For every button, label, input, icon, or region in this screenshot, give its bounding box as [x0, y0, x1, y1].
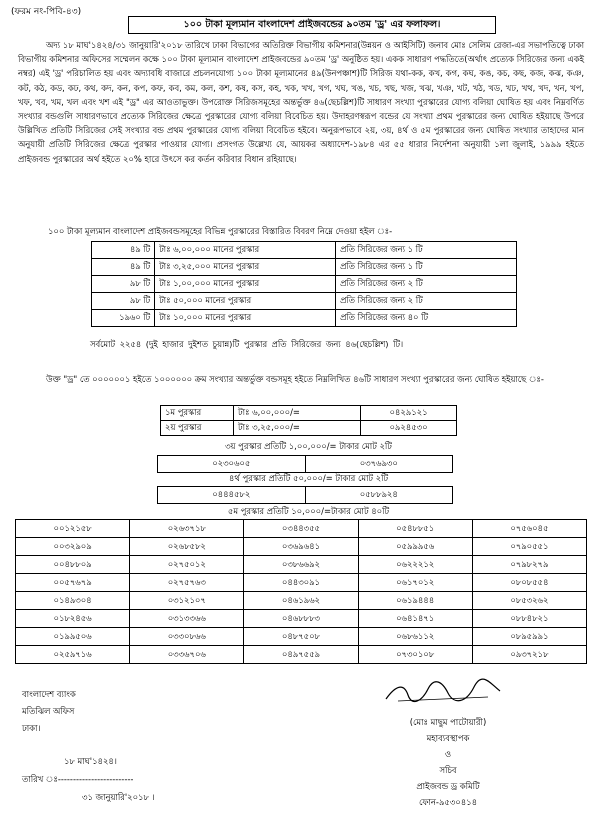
- signer-name: (মোঃ মাছুম পাটোয়ারী): [409, 717, 487, 727]
- prize-summary-row: [92, 242, 517, 259]
- fourth-prize-number: ০৫৮৮৯২৪: [305, 487, 453, 504]
- third-prize-number: ০২৩০৬০৫: [158, 456, 306, 473]
- signer-committee: প্রাইজবন্ড ড্র কমিটি: [416, 781, 480, 791]
- fifth-prize-row: [16, 574, 587, 592]
- winners-intro-paragraph: উক্ত "ড্র" তে ০০০০০০১ হইতে ১০০০০০০ ক্রম সংখ্যার অন্তর্ভুক্ত বন্ডসমূহ হইতে নিম্নলিখিত ৪৬টি সাধারণ সংখ্যা পুরস্কারের জন্য ঘোষিত হইয়াছে ঃ-: [46, 374, 544, 384]
- prize-per-series-cell: প্রতি সিরিজের জন্য ৪০ টি: [336, 310, 517, 327]
- fifth-prize-number: ০৬২২২১২: [358, 556, 472, 574]
- prize-summary-row: [92, 259, 517, 276]
- form-number: (ফরম নং-পিবি-৪৩): [11, 7, 82, 17]
- office-address: [22, 686, 76, 737]
- second-prize-number: ০৯২৪৫৩০: [361, 421, 457, 436]
- fifth-prize-number: ০৪৬৮৮৮৩: [244, 610, 358, 628]
- fifth-prize-number: ০৭৫৬০৪৫: [472, 520, 586, 538]
- prize-count-cell: ৪৯ টি: [92, 259, 155, 276]
- prize-amount-cell: টাঃ ৬,০০,০০০ মানের পুরস্কার: [155, 242, 336, 259]
- fifth-prize-number: ০৭৯০৫৫১: [472, 538, 586, 556]
- fifth-prize-number: ০৯৩৭২১৮: [472, 646, 586, 664]
- second-prize-row: [161, 421, 457, 436]
- fifth-prize-number: ০৬৪১৪৭১: [358, 610, 472, 628]
- fifth-prize-number: ০৪৮৭৫০৮: [244, 628, 358, 646]
- prize-summary-row: [92, 293, 517, 310]
- fifth-prize-number: ০৩৩৬৭০৬: [130, 646, 244, 664]
- fifth-prize-number: ০১৪৯৩০৪: [16, 592, 130, 610]
- prize-amount-cell: টাঃ ৫০,০০০ মানের পুরস্কার: [155, 293, 336, 310]
- second-prize-label: ২য় পুরস্কার: [161, 421, 234, 436]
- total-prizes-line: সর্বমোট ২২৫৪ (দুই হাজার দুইশত চুয়ান্ন)টি পুরস্কার প্রতি সিরিজের জন্য ৪৬(ছেচল্লিশ) টি।: [90, 339, 404, 349]
- fifth-prize-row: [16, 628, 587, 646]
- prize-amount-cell: টাঃ ১,০০,০০০ মানের পুরস্কার: [155, 276, 336, 293]
- fifth-prize-number: ০৩১২১০৭: [130, 592, 244, 610]
- fourth-prize-caption: ৪র্থ পুরস্কার প্রতিটি ৫০,০০০/= টাকার মোট ২টি: [228, 473, 389, 483]
- fifth-prize-number: ০৪৪৩০৯১: [244, 574, 358, 592]
- prize-count-cell: ৯৮ টি: [92, 276, 155, 293]
- fifth-prize-number: ০৪৯৭৫৫৯: [244, 646, 358, 664]
- second-prize-amount: টাঃ ৩,২৫,০০০/=: [234, 421, 361, 436]
- date-block: [22, 752, 155, 806]
- first-prize-row: [161, 406, 457, 421]
- fourth-prize-number: ০৪৪৪৫৮২: [158, 487, 306, 504]
- top-prizes-table: [160, 405, 457, 436]
- fifth-prize-number: ০২৫৯৭১৬: [16, 646, 130, 664]
- first-prize-label: ১ম পুরস্কার: [161, 406, 234, 421]
- prize-summary-table: [91, 241, 517, 327]
- document-title: ১০০ টাকা মূল্যমান বাংলাদেশ প্রাইজবন্ডের ৯০তম 'ড্র' এর ফলাফল।: [128, 16, 496, 34]
- fifth-prize-row: [16, 610, 587, 628]
- prize-amount-cell: টাঃ ৩,২৫,০০০ মানের পুরস্কার: [155, 259, 336, 276]
- fifth-prize-row: [16, 556, 587, 574]
- prize-details-heading: ১০০ টাকা মূল্যমান বাংলাদেশ প্রাইজবন্ডসমূহের বিভিন্ন পুরস্কারের বিস্তারিত বিবরণ নিম্নে দেওয়া হইল ঃ-: [48, 226, 393, 236]
- handwritten-signature: [378, 677, 508, 707]
- fifth-prize-caption: ৫ম পুরস্কার প্রতিটি ১০,০০০/=টাকার মোট ৪০টি: [227, 506, 390, 516]
- fifth-prize-number: ০৪৬১৯৬২: [244, 592, 358, 610]
- fifth-prize-number: ০৮৮৪৮২১: [472, 610, 586, 628]
- prize-count-cell: ১৯৬০ টি: [92, 310, 155, 327]
- fifth-prize-number: ০৩৩০৮৬৬: [130, 628, 244, 646]
- third-prize-number: ০৩৭৬৯৩০: [305, 456, 453, 473]
- fifth-prize-number: ০৫৪৮৮৫১: [358, 520, 472, 538]
- address-line: বাংলাদেশ ব্যাংক: [22, 689, 76, 699]
- fifth-prize-table: [15, 519, 587, 664]
- fifth-prize-number: ০৩১৩৩৬৬: [130, 610, 244, 628]
- fifth-prize-number: ০৮০৮৫৫৪: [472, 574, 586, 592]
- fifth-prize-number: ০৭৩০১০৮: [358, 646, 472, 664]
- fifth-prize-number: ০২৭৫০১২: [130, 556, 244, 574]
- signatory-block: [378, 714, 518, 810]
- fifth-prize-number: ০০৪৮৮০৯: [16, 556, 130, 574]
- prize-per-series-cell: প্রতি সিরিজের জন্য ২ টি: [336, 276, 517, 293]
- fifth-prize-number: ০৮৫৩২৬২: [472, 592, 586, 610]
- fifth-prize-number: ০৩৬৯৬৪১: [244, 538, 358, 556]
- fifth-prize-number: ০৭৯৮২৭৯: [472, 556, 586, 574]
- first-prize-amount: টাঃ ৬,০০,০০০/=: [234, 406, 361, 421]
- fifth-prize-number: ০০৩২৯০৯: [16, 538, 130, 556]
- prize-amount-cell: টাঃ ১০,০০০ মানের পুরস্কার: [155, 310, 336, 327]
- fifth-prize-number: ০১৯৯৫০৬: [16, 628, 130, 646]
- third-prize-table: [157, 455, 453, 473]
- fifth-prize-row: [16, 646, 587, 664]
- fifth-prize-number: ০৮৯৫৯৯১: [472, 628, 586, 646]
- address-line: মতিঝিল অফিস: [22, 706, 75, 716]
- signer-role: সচিব: [439, 765, 457, 775]
- prize-per-series-cell: প্রতি সিরিজের জন্য ২ টি: [336, 293, 517, 310]
- third-prize-caption: ৩য় পুরস্কার প্রতিটি ১,০০,০০০/= টাকার মোট ২টি: [225, 441, 392, 451]
- date-label: তারিখ ঃ-------------------------: [22, 774, 134, 784]
- fifth-prize-number: ০৩৮৬৬৯২: [244, 556, 358, 574]
- prize-count-cell: ৯৮ টি: [92, 293, 155, 310]
- prize-count-cell: ৪৯ টি: [92, 242, 155, 259]
- first-prize-number: ০৪২৯১২১: [361, 406, 457, 421]
- prize-summary-row: [92, 276, 517, 293]
- fifth-prize-number: ০০১২১৫৮: [16, 520, 130, 538]
- fifth-prize-number: ০২৬৩৭১৮: [130, 520, 244, 538]
- address-line: ঢাকা।: [22, 723, 41, 733]
- date-bengali: ১৮ মাঘ'১৪২৪।: [64, 756, 117, 766]
- prize-summary-row: [92, 310, 517, 327]
- fifth-prize-number: ০৬১৭০১২: [358, 574, 472, 592]
- signer-conjunction: ও: [444, 749, 452, 759]
- fifth-prize-row: [16, 592, 587, 610]
- fifth-prize-number: ০২৭৫৭৬৩: [130, 574, 244, 592]
- fifth-prize-number: ০৬৮৬১১২: [358, 628, 472, 646]
- prize-per-series-cell: প্রতি সিরিজের জন্য ১ টি: [336, 259, 517, 276]
- fifth-prize-row: [16, 520, 587, 538]
- prize-per-series-cell: প্রতি সিরিজের জন্য ১ টি: [336, 242, 517, 259]
- fifth-prize-number: ০১৮২৪৫৬: [16, 610, 130, 628]
- fourth-prize-table: [157, 486, 453, 504]
- fifth-prize-number: ০৬১৯৪৪৪: [358, 592, 472, 610]
- fifth-prize-number: ০৩৪৪৩৫৫: [244, 520, 358, 538]
- signer-designation: মহাব্যবস্থাপক: [426, 733, 470, 743]
- fifth-prize-row: [16, 538, 587, 556]
- intro-paragraph: অদ্য ১৮ মাঘ'১৪২৪/৩১ জানুয়ারি'২০১৮ তারিখে ঢাকা বিভাগের অতিরিক্ত বিভাগীয় কমিশনার(উন্নয়ন ও আইসিটি) জনাব মোঃ সেলিম রেজা-এর সভাপতিত্বে ঢাকা বিভাগীয় কমিশনার অফিসের সম্মেলন কক্ষে ১০০ টাকা মূল্যমান বাংলাদেশ প্রাইজবন্ডের ৯০তম 'ড্র' অনুষ্ঠিত হয়। একক সাধারণ পদ্ধতিতে(অর্থাৎ প্রত্যেক সিরিজের জন্য একই নম্বর) এই 'ড্র' পরিচালিত হয় এবং অদ্যাবধি বাজারে প্রচলনযোগ্য ১০০ টাকা মূল্যমানের ৪৯(উনপঞ্চাশ)টি সিরিজ যথা-কক, কখ, কগ, কঘ, কঙ, কচ, কছ, কজ, কঝ, কঞ, কট, কঠ, কড, কঢ, কথ, কদ, কন, কপ, কফ, কব, কম, কল, কশ, কষ, কস, কহ, খক, খখ, খগ, খঘ, খঙ, খচ, খছ, খজ, খঝ, খঞ, খট, খঠ, খড, খঢ, খথ, খদ, খন, খপ, খফ, খব, খম, খল এবং খশ এই "ড্র" এর আওতাভুক্ত। উপরোক্ত সিরিজসমূহের অন্তর্ভুক্ত ৪৬(ছেচল্লিশ)টি সাধারণ সংখ্যা পুরস্কারের যোগ্য বলিয়া ঘোষিত হয় এবং নিম্নবর্ণিত সংখ্যার বন্ডগুলি সাধারণভাবে প্রত্যেক সিরিজের ক্ষেত্রে পুরস্কারের যোগ্য বলিয়া বিবেচিত হয়। উদাহরণস্বরূপ বন্ডের যে সংখ্যা প্রথম পুরস্কারের জন্য ঘোষিত হইয়াছে উপরে উল্লিখিত প্রতিটি সিরিজের সেই সংখ্যার বন্ড প্রথম পুরস্কারের যোগ্য বলিয়া বিবেচিত হইবে। অনুরূপভাবে ২য়, ৩য়, ৪র্থ ও ৫ম পুরস্কারের জন্য ঘোষিত সংখ্যার তাহাদের মান অনুযায়ী প্রতিটি সিরিজের ক্ষেত্রে পুরস্কার পাওয়ার যোগ্য। প্রসংগত উল্লেখ্য যে, আয়কর অধ্যাদেশ-১৯৮৪ এর ৫৫ ধারার নির্দেশনা অনুযায়ী ১লা জুলাই, ১৯৯৯ হইতে প্রাইজবন্ড পুরস্কারের অর্থ হইতে ২০% হারে উৎসে কর কর্তন করিবার বিধান রহিয়াছে।: [18, 40, 584, 164]
- fifth-prize-number: ০০৫৭৬৭৯: [16, 574, 130, 592]
- date-gregorian: ৩১ জানুয়ারি'২০১৮ ।: [82, 792, 155, 802]
- signer-phone: ফোন-৯৫৩০৪১৪: [418, 797, 478, 807]
- fifth-prize-number: ০৫৯৯৯৫৬: [358, 538, 472, 556]
- fifth-prize-number: ০২৬৮৫৮২: [130, 538, 244, 556]
